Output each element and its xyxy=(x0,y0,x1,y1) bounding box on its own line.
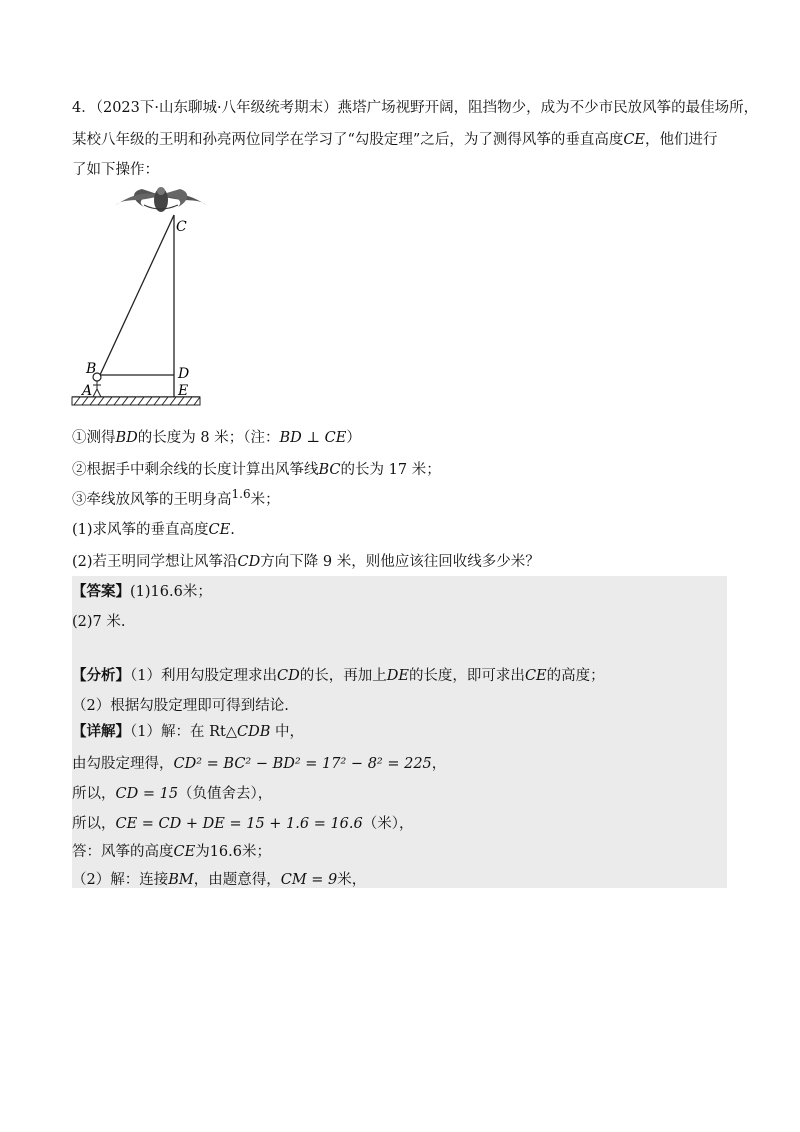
math-de: DE xyxy=(386,668,409,684)
text: ， xyxy=(431,756,447,772)
detail-line-5 xyxy=(72,842,271,862)
question-text: 某校八年级的王明和孙亮两位同学在学习了“勾股定理”之后，为了测得风筝的垂直高度 xyxy=(72,132,624,148)
text: 的长，再加上 xyxy=(299,668,387,684)
text: 为 xyxy=(195,844,210,860)
text: (1) xyxy=(130,584,151,600)
part-2 xyxy=(72,552,540,572)
math-bc: BC xyxy=(318,462,341,478)
text: ，由题意得， xyxy=(193,872,281,888)
condition-2 xyxy=(72,460,441,480)
text: ①测得 xyxy=(72,430,116,446)
math-value: 16.6 xyxy=(150,584,183,600)
text: （2）根据勾股定理即可得到结论. xyxy=(72,698,289,714)
question-line-1 xyxy=(72,98,758,118)
math-ce: CE xyxy=(623,132,646,148)
label-a: A xyxy=(82,383,93,399)
text: （1）解：在 Rt△ xyxy=(130,724,237,740)
text: 由勾股定理得， xyxy=(72,756,174,772)
label-b: B xyxy=(86,361,97,377)
text: （米）， xyxy=(362,816,414,832)
detail-label: 【详解】 xyxy=(72,723,130,740)
analysis-line-2 xyxy=(72,696,289,716)
text: 方向下降 9 米，则他应该往回收线多少米？ xyxy=(260,554,540,570)
math-height: 1.6 xyxy=(231,487,251,502)
text: 米； xyxy=(241,844,271,860)
answer-line-2 xyxy=(72,612,125,632)
condition-3 xyxy=(72,487,280,510)
condition-1 xyxy=(72,428,361,448)
text: 的高度； xyxy=(546,668,605,684)
text: （1）利用勾股定理求出 xyxy=(130,668,277,684)
detail-line-3 xyxy=(72,784,272,804)
label-c: C xyxy=(176,219,187,235)
math-bd-perp-ce: BD ⊥ CE xyxy=(279,430,347,446)
text: 米； xyxy=(250,492,280,508)
math-equation: CM = 9 xyxy=(280,872,338,888)
math-equation: CD = 15 xyxy=(115,786,179,802)
text: (2)若王明同学想让风筝沿 xyxy=(72,554,238,570)
label-e: E xyxy=(178,383,189,399)
math-cdb: CDB xyxy=(236,724,271,740)
text: 的长为 17 米； xyxy=(340,462,441,478)
text: 所以， xyxy=(72,786,116,802)
question-text: 4．（2023下·山东聊城·八年级统考期末）燕塔广场视野开阔，阻挡物少，成为不少市民放风筝的最佳场所， xyxy=(72,100,759,116)
answer-line-1 xyxy=(72,582,212,602)
detail-line-6 xyxy=(72,870,366,890)
math-bm: BM xyxy=(168,872,194,888)
part-1 xyxy=(72,520,235,540)
text: 的长度为 8 米；（注： xyxy=(137,430,280,446)
math-value: 16.6 xyxy=(209,844,242,860)
math-ce: CE xyxy=(524,668,547,684)
detail-line-4 xyxy=(72,814,414,834)
line-bc xyxy=(100,215,174,375)
text: （负值舍去）， xyxy=(178,786,273,802)
kite-figure xyxy=(60,185,210,410)
text: (1)求风筝的垂直高度 xyxy=(72,522,209,538)
text: . xyxy=(230,522,235,538)
label-d: D xyxy=(178,366,190,382)
analysis-line-1 xyxy=(72,666,605,686)
question-line-3 xyxy=(72,160,159,180)
text: （2）解：连接 xyxy=(72,872,169,888)
math-cd: CD xyxy=(237,554,261,570)
question-text: 了如下操作： xyxy=(72,162,159,178)
text: 所以， xyxy=(72,816,116,832)
text: 答：风筝的高度 xyxy=(72,844,174,860)
text: (2)7 米. xyxy=(72,614,126,630)
question-text: ，他们进行 xyxy=(645,132,718,148)
math-bd: BD xyxy=(115,430,138,446)
detail-line-2 xyxy=(72,754,446,774)
analysis-label: 【分析】 xyxy=(72,667,130,684)
text: ②根据手中剩余线的长度计算出风筝线 xyxy=(72,462,319,478)
text: ③牵线放风筝的王明身高 xyxy=(72,492,232,508)
math-equation: CE = CD + DE = 15 + 1.6 = 16.6 xyxy=(115,816,363,832)
detail-line-1 xyxy=(72,722,304,742)
text: 米； xyxy=(182,584,212,600)
answer-label: 【答案】 xyxy=(72,583,130,600)
text: ） xyxy=(346,430,361,446)
math-ce: CE xyxy=(173,844,196,860)
text: 米， xyxy=(337,872,367,888)
math-equation: CD² = BC² − BD² = 17² − 8² = 225 xyxy=(173,756,432,772)
question-line-2 xyxy=(72,130,718,150)
math-ce: CE xyxy=(208,522,231,538)
text: 的长度，即可求出 xyxy=(408,668,525,684)
math-cd: CD xyxy=(276,668,300,684)
text: 中， xyxy=(270,724,304,740)
kite-bird-icon xyxy=(116,187,206,212)
